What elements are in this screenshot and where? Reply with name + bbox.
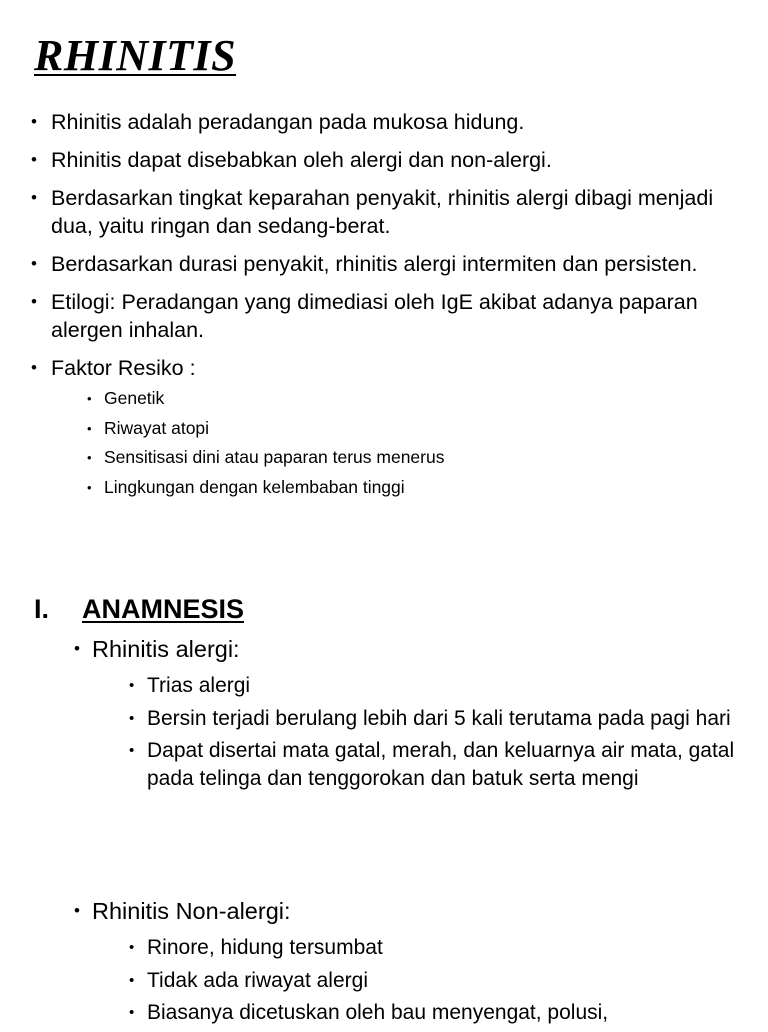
list-item: • Tidak ada riwayat alergi <box>129 967 754 995</box>
list-item: • Bersin terjadi berulang lebih dari 5 kali terutama pada pagi hari <box>129 705 754 733</box>
section-number: I. <box>34 594 50 624</box>
bullet-icon: • <box>129 709 135 727</box>
bullet-icon: • <box>31 292 37 311</box>
list-item: • Riwayat atopi <box>86 416 750 441</box>
list-item: • Genetik <box>86 386 750 411</box>
bullet-icon: • <box>31 254 37 273</box>
bullet-icon: • <box>129 742 135 759</box>
bullet-icon: • <box>87 450 92 465</box>
list-item: • Berdasarkan durasi penyakit, rhinitis alergi intermiten dan persisten. <box>31 252 698 276</box>
list-item: • Dapat disertai mata gatal, merah, dan keluarnya air mata, gatal pada telinga dan tenggorokan dan batuk serta mengi <box>129 739 735 790</box>
bullet-icon: • <box>87 420 92 436</box>
risk-factors-item: • Faktor Resiko : • Genetik • Riwayat atopi • Sensitisasi dini atau paparan terus menerus • Lingkungan dengan kelembaban tinggi <box>30 354 750 500</box>
bullet-icon: • <box>31 358 37 377</box>
list-item: • Sensitisasi dini atau paparan terus menerus <box>86 445 750 470</box>
allergic-item: • Rhinitis alergi: • Trias alergi • Bersin terjadi berulang lebih dari 5 kali terutama pada pagi hari • Dapat disertai mata gatal, merah, dan keluarnya air mata, gatal pada telinga dan tenggorokan dan batuk serta mengi <box>74 634 754 792</box>
bullet-icon: • <box>87 391 92 406</box>
non-allergic-symptoms-list <box>92 934 754 1027</box>
allergic-list <box>74 634 754 797</box>
list-item: • Rinore, hidung tersumbat <box>129 934 754 962</box>
list-item: • Trias alergi <box>129 672 754 700</box>
section-title: ANAMNESIS <box>82 594 245 624</box>
bullet-icon: • <box>31 112 37 131</box>
bullet-icon: • <box>87 479 92 495</box>
list-item: • Rhinitis dapat disebabkan oleh alergi dan non-alergi. <box>31 148 552 172</box>
risk-factors-list <box>51 386 750 500</box>
list-item: • Rhinitis adalah peradangan pada mukosa hidung. <box>31 110 525 134</box>
bullet-icon: • <box>31 150 37 169</box>
bullet-icon: • <box>74 901 80 920</box>
bullet-icon: • <box>129 1004 135 1021</box>
allergic-symptoms-list <box>92 672 754 792</box>
intro-list <box>30 108 750 506</box>
list-item: • Biasanya dicetuskan oleh bau menyengat, polusi, <box>129 999 754 1027</box>
section-heading <box>34 592 244 626</box>
bullet-icon: • <box>129 971 135 989</box>
list-item: • Etilogi: Peradangan yang dimediasi oleh IgE akibat adanya paparan alergen inhalan. <box>31 290 698 342</box>
non-allergic-item: • Rhinitis Non-alergi: • Rinore, hidung tersumbat • Tidak ada riwayat alergi • Biasanya dicetuskan oleh bau menyengat, polusi, <box>74 896 754 1027</box>
non-allergic-list <box>74 896 754 1032</box>
bullet-icon: • <box>31 188 37 207</box>
page-title: RHINITIS <box>34 31 237 80</box>
list-item: • Lingkungan dengan kelembaban tinggi <box>86 475 750 500</box>
bullet-icon: • <box>129 677 135 694</box>
bullet-icon: • <box>74 639 80 658</box>
bullet-icon: • <box>129 939 135 956</box>
list-item: • Berdasarkan tingkat keparahan penyakit, rhinitis alergi dibagi menjadi dua, yaitu ringan dan sedang-berat. <box>31 186 714 238</box>
